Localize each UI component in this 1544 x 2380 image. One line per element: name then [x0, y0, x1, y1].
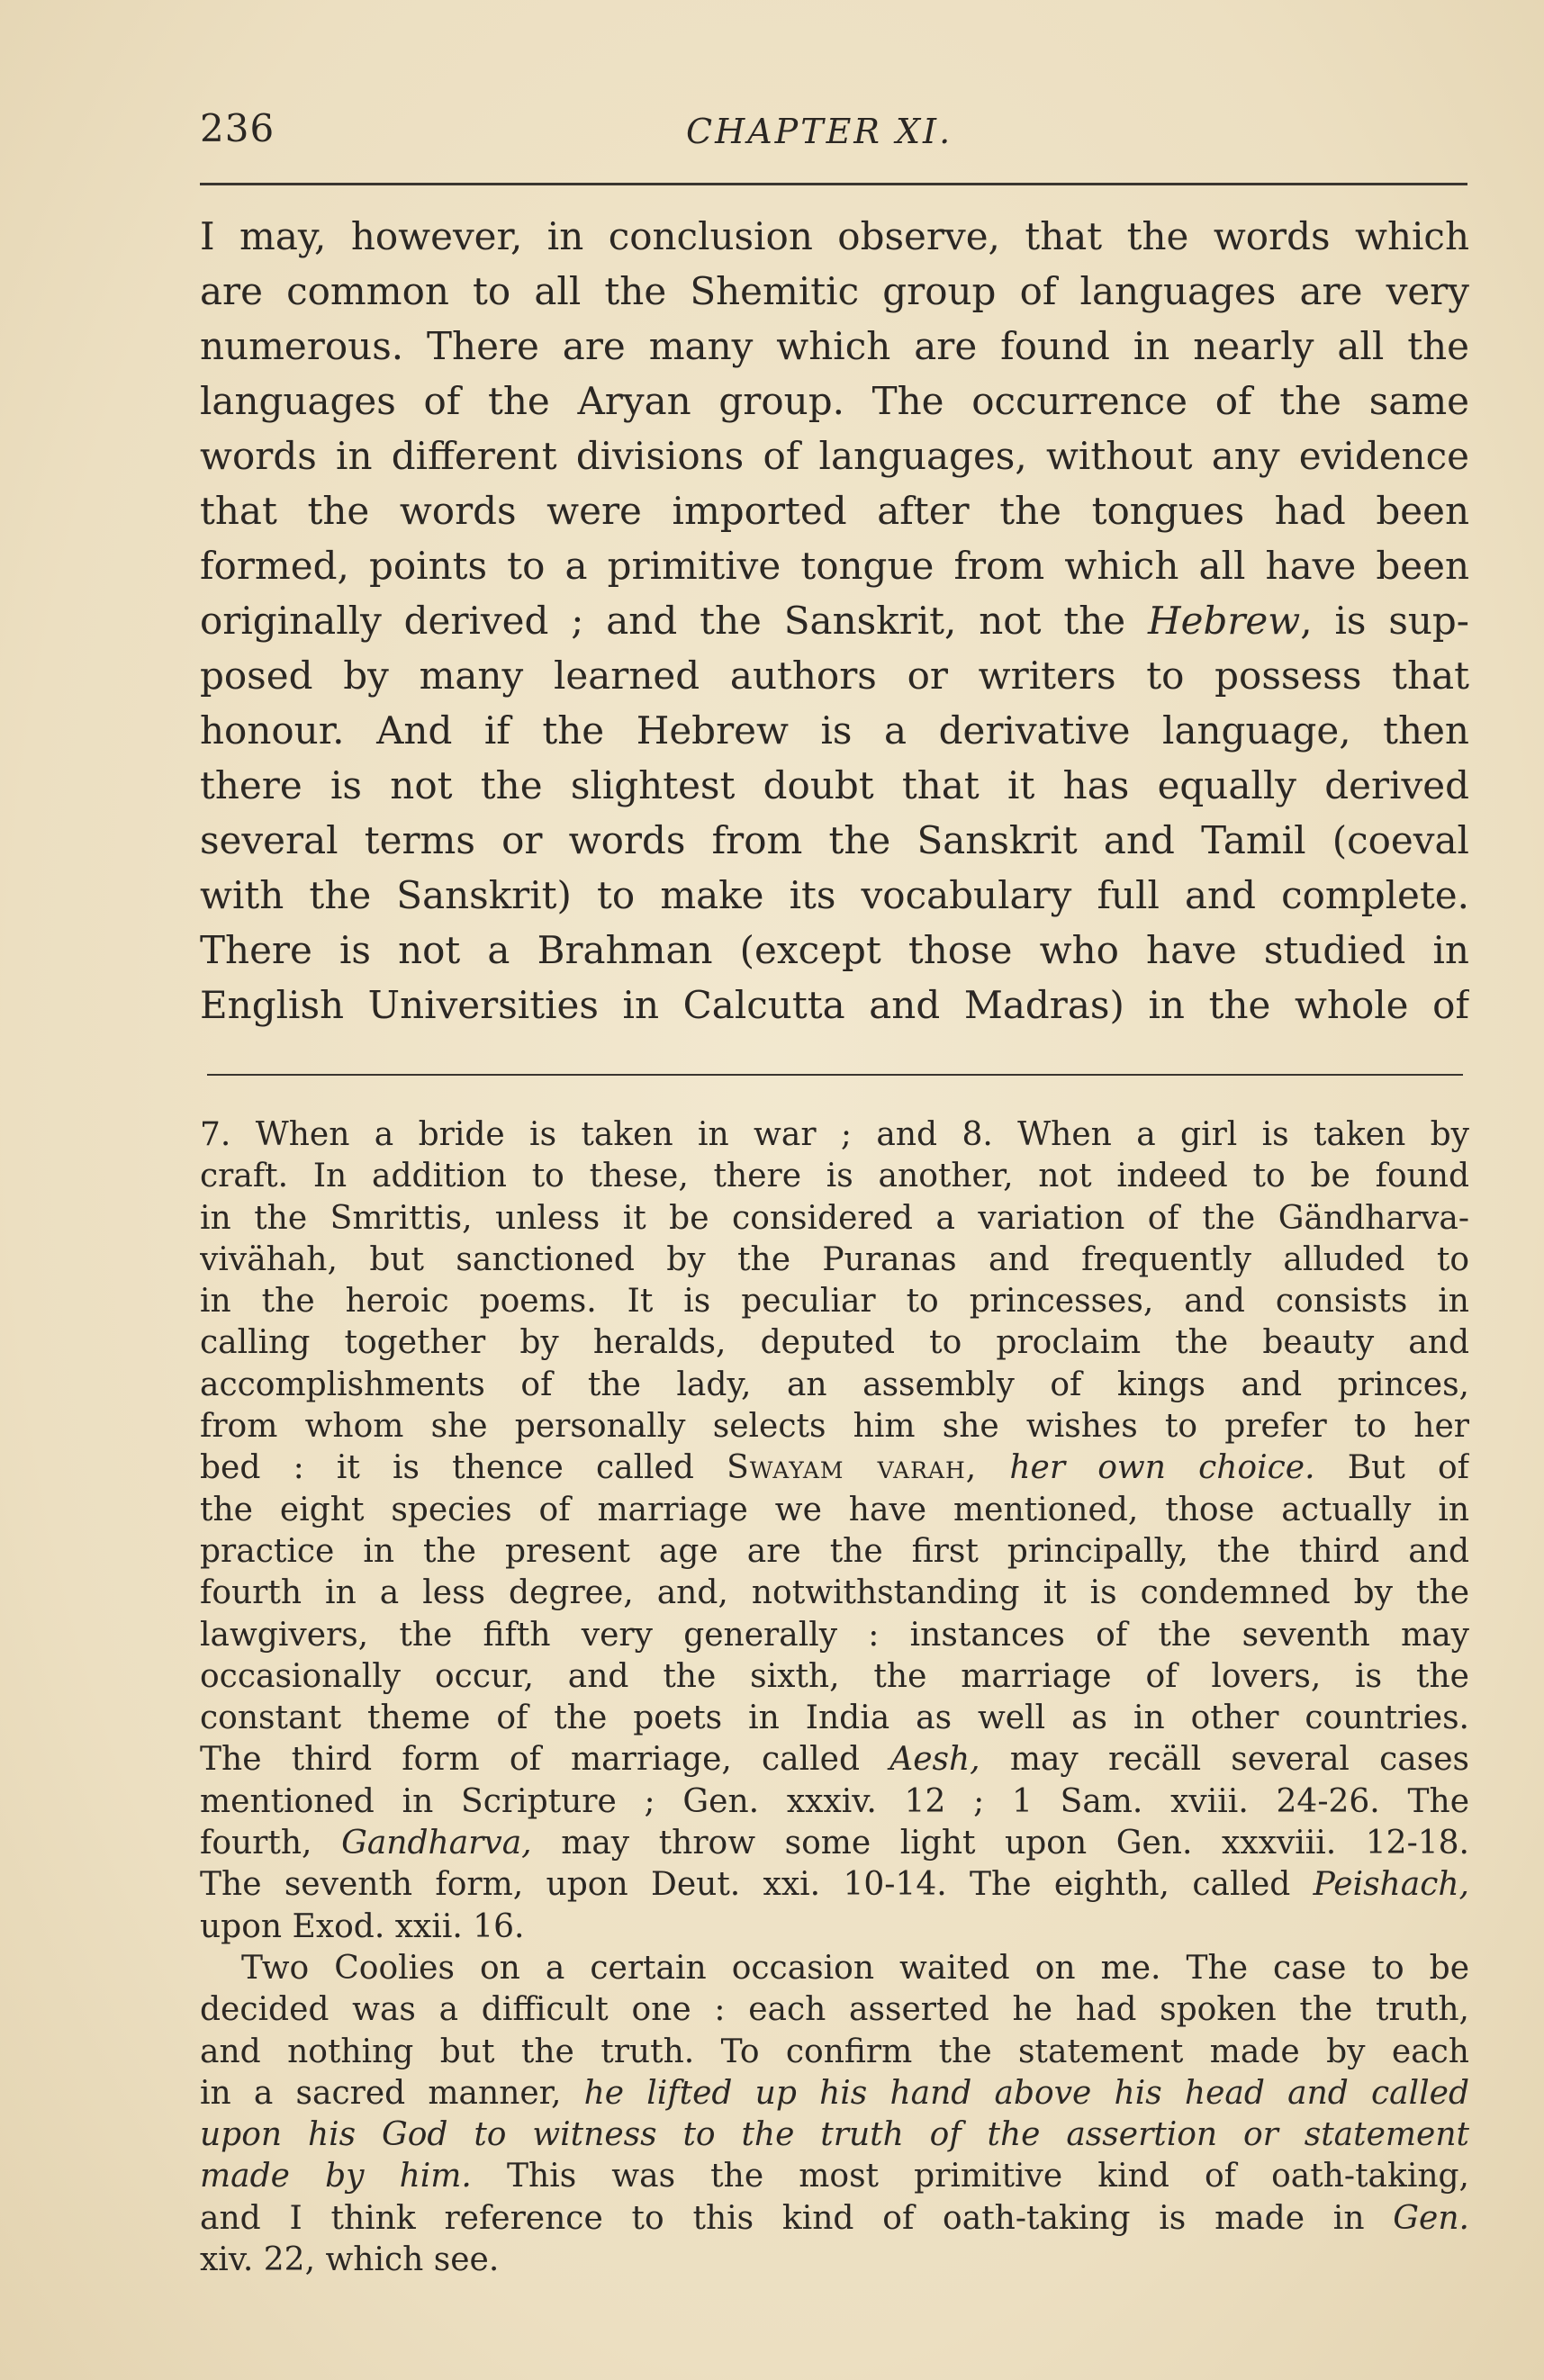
footnote-line: the eight species of marriage we have mentioned, those actually in [200, 1491, 1469, 1528]
text-line: posed by many learned authors or writers to possess that [200, 654, 1469, 698]
italic-span: her own choice. [977, 1449, 1315, 1487]
text-line: numerous. There are many which are found in nearly all the [200, 324, 1469, 368]
footnote-line: upon Exod. xxii. 16. [200, 1907, 525, 1945]
text-span: bed : it is thence called [200, 1449, 727, 1487]
text-span: originally derived ; and the Sanskrit, not the [200, 599, 1148, 643]
header-rule [200, 183, 1467, 185]
footnote-line [200, 1739, 1469, 1780]
text-span: may throw some light upon Gen. xxxviii. 12-18. [531, 1825, 1469, 1862]
text-line: words in different divisions of languages, without any evidence [200, 434, 1469, 478]
text-line: there is not the slightest doubt that it has equally derived [200, 763, 1469, 807]
footnote-line [200, 1447, 1469, 1489]
page-number: 236 [200, 106, 275, 150]
text-line: with the Sanskrit) to make its vocabulary full and complete. [200, 873, 1469, 917]
footnote-line: and nothing but the truth. To confirm the statement made by each [200, 2033, 1469, 2070]
footnote-line [200, 2073, 1469, 2114]
text-line: are common to all the Shemitic group of languages are very [200, 269, 1469, 313]
footnote-line: in the heroic poems. It is peculiar to princesses, and consists in [200, 1283, 1469, 1321]
footnote-line [200, 2156, 1469, 2197]
text-span: may recäll several cases [980, 1741, 1469, 1779]
footnote-line: lawgivers, the fifth very generally : instances of the seventh may [200, 1616, 1469, 1654]
footnote-line: Two Coolies on a certain occasion waited on me. The case to be [241, 1949, 1469, 1987]
footnote-line [200, 2198, 1469, 2240]
footnote-line: mentioned in Scripture ; Gen. xxxiv. 12 ; 1 Sam. xviii. 24-26. The [200, 1782, 1469, 1820]
text-line: English Universities in Calcutta and Madras) in the whole of [200, 983, 1469, 1027]
footnote-line: decided was a difficult one : each asserted he had spoken the truth, [200, 1991, 1469, 2029]
running-head [200, 106, 1460, 160]
text-span: and I think reference to this kind of oath-taking is made in [200, 2199, 1394, 2237]
footnote-line: occasionally occur, and the sixth, the marriage of lovers, is the [200, 1657, 1469, 1695]
footnote-line: craft. In addition to these, there is another, not indeed to be found [200, 1158, 1469, 1195]
text-span: , is sup- [1300, 599, 1469, 643]
italic-span: Gandharva, [341, 1825, 532, 1862]
footnote-line: calling together by heralds, deputed to proclaim the beauty and [200, 1324, 1469, 1362]
text-line: There is not a Brahman (except those who have studied in [200, 928, 1469, 972]
text-span: This was the most primitive kind of oath-taking, [471, 2158, 1469, 2195]
italic-span: he lifted up his hand above his head and called [583, 2074, 1469, 2112]
footnote-line: vivähah, but sanctioned by the Puranas and frequently alluded to [200, 1240, 1469, 1278]
text-line: formed, points to a primitive tongue from which all have been [200, 544, 1469, 588]
footnote [200, 1114, 1469, 2281]
italic-span: Hebrew [1147, 599, 1301, 643]
text-span: The third form of marriage, called [200, 1741, 890, 1779]
italic-span: Aesh, [889, 1741, 980, 1779]
footnote-line: practice in the present age are the first principally, the third and [200, 1532, 1469, 1570]
text-line: that the words were imported after the tongues had been [200, 489, 1469, 533]
italic-span: Gen. [1393, 2199, 1469, 2237]
footnote-line [200, 1823, 1469, 1864]
footnote-rule [207, 1074, 1463, 1076]
footnote-line: 7. When a bride is taken in war ; and 8. When a girl is taken by [200, 1116, 1469, 1153]
footnote-line: accomplishments of the lady, an assembly of kings and princes, [200, 1366, 1469, 1403]
italic-span: made by him. [200, 2158, 472, 2195]
text-line [200, 593, 1469, 648]
text-span: fourth, [200, 1825, 342, 1862]
italic-span: Peishach, [1313, 1866, 1469, 1904]
footnote-line: fourth in a less degree, and, notwithstanding it is condemned by the [200, 1574, 1469, 1612]
footnote-line [200, 1864, 1469, 1906]
text-span: But of [1314, 1449, 1469, 1487]
text-span: The seventh form, upon Deut. xxi. 10-14. The eighth, called [200, 1866, 1314, 1904]
small-caps-span: Swayam varah, [727, 1449, 978, 1487]
footnote-line: from whom she personally selects him she wishes to prefer to her [200, 1408, 1469, 1446]
footnote-line: in the Smrittis, unless it be considered a variation of the Gändharva- [200, 1199, 1469, 1237]
italic-span: upon his God to witness to the truth of the assertion or statement [200, 2116, 1469, 2154]
footnote-line: constant theme of the poets in India as well as in other countries. [200, 1699, 1469, 1737]
text-line: several terms or words from the Sanskrit and Tamil (coeval [200, 818, 1469, 862]
chapter-title: CHAPTER XI. [686, 112, 953, 151]
text-line: honour. And if the Hebrew is a derivative language, then [200, 708, 1469, 753]
text-line: I may, however, in conclusion observe, that the words which [200, 214, 1469, 258]
footnote-line: xiv. 22, which see. [200, 2241, 500, 2279]
text-span: in a sacred manner, [200, 2074, 584, 2112]
footnote-line [200, 2114, 1469, 2156]
main-text [200, 209, 1469, 1032]
text-line: languages of the Aryan group. The occurrence of the same [200, 379, 1469, 423]
